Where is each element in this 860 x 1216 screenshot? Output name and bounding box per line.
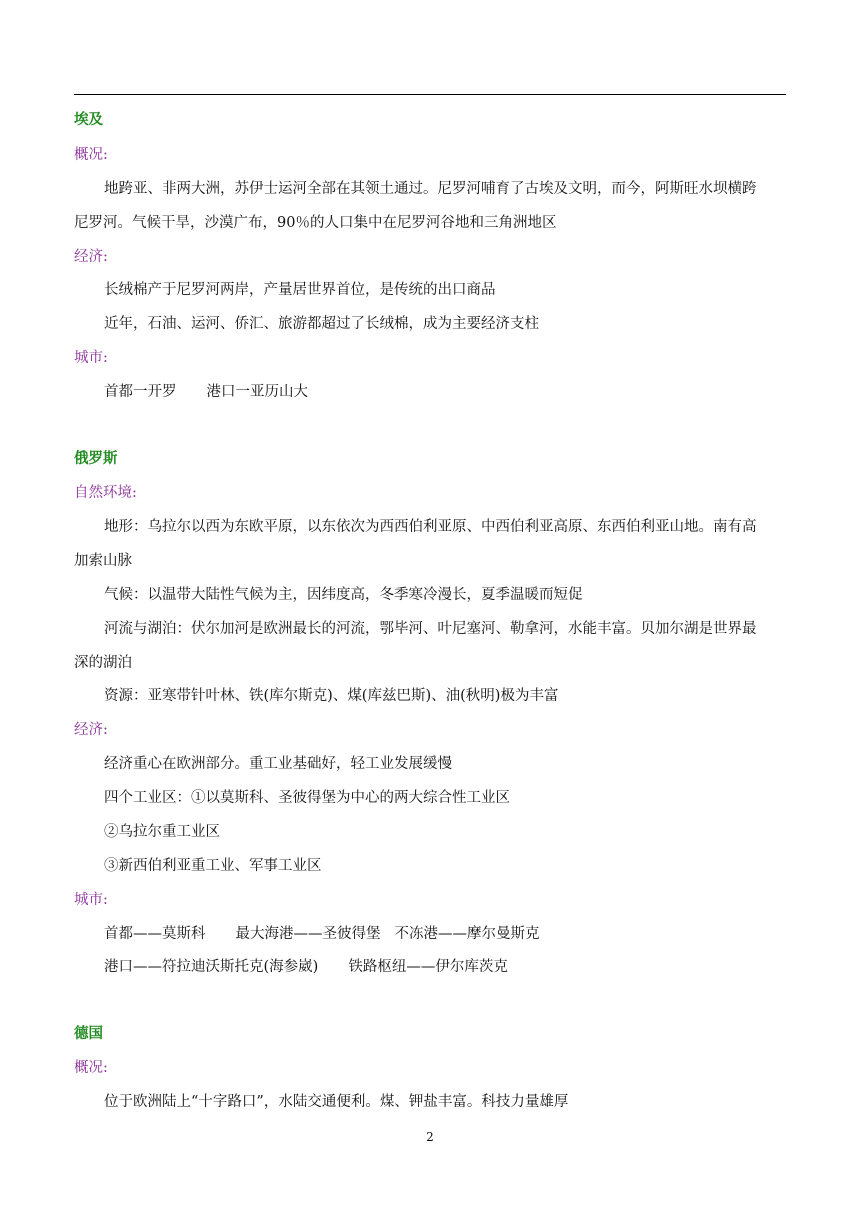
egypt-city-label: 城市: [74, 350, 108, 366]
egypt-overview-label: 概况: [74, 147, 108, 163]
russia-city-line2 [104, 957, 508, 977]
russia-economy-line2: 四个工业区：①以莫斯科、圣彼得堡为中心的两大综合性工业区 [104, 790, 510, 806]
russia-terrain-line2: 加索山脉 [74, 553, 132, 569]
russia-city-port: 港口——符拉迪沃斯托克(海参崴) [104, 959, 319, 975]
russia-climate: 气候：以温带大陆性气候为主，因纬度高，冬季寒冷漫长，夏季温暖而短促 [104, 587, 583, 603]
egypt-economy-label: 经济: [74, 249, 108, 265]
germany-overview-label: 概况: [74, 1060, 108, 1076]
egypt-city-line [104, 382, 308, 402]
egypt-overview-line1: 地跨亚、非两大洲，苏伊士运河全部在其领土通过。尼罗河哺育了古埃及文明，而今，阿斯旺水坝横跨 [104, 181, 757, 197]
egypt-city-capital: 首都一开罗 [104, 384, 177, 400]
russia-economy-line4: ③新西伯利亚重工业、军事工业区 [104, 858, 322, 874]
egypt-city-port: 港口一亚历山大 [206, 384, 308, 400]
russia-city-capital: 首都——莫斯科 [104, 926, 206, 942]
russia-city-icefree: 不冻港——摩尔曼斯克 [394, 926, 540, 942]
russia-rivers-line2: 深的湖泊 [74, 655, 132, 671]
russia-city-line1 [104, 924, 540, 944]
header-rule [74, 94, 786, 95]
russia-rivers-line1: 河流与湖泊：伏尔加河是欧洲最长的河流，鄂毕河、叶尼塞河、勒拿河，水能丰富。贝加尔湖是世界最 [104, 621, 757, 637]
russia-nature-label: 自然环境: [74, 485, 137, 501]
russia-terrain-line1: 地形：乌拉尔以西为东欧平原，以东依次为西西伯利亚原、中西伯利亚高原、东西伯利亚山地。南有高 [104, 519, 757, 535]
russia-economy-label: 经济: [74, 722, 108, 738]
russia-city-label: 城市: [74, 892, 108, 908]
germany-overview-line1: 位于欧洲陆上“十字路口”，水陆交通便利。煤、钾盐丰富。科技力量雄厚 [104, 1094, 569, 1110]
egypt-overview-line2: 尼罗河。气候干旱，沙漠广布，90％的人口集中在尼罗河谷地和三角洲地区 [74, 215, 557, 231]
russia-city-rail: 铁路枢纽——伊尔库茨克 [348, 959, 508, 975]
russia-title: 俄罗斯 [74, 451, 118, 467]
page-number: 2 [426, 1130, 434, 1144]
egypt-title: 埃及 [74, 112, 103, 128]
russia-city-largest-port: 最大海港——圣彼得堡 [235, 926, 381, 942]
egypt-economy-line2: 近年，石油、运河、侨汇、旅游都超过了长绒棉，成为主要经济支柱 [104, 316, 539, 332]
russia-resources: 资源：亚寒带针叶林、铁(库尔斯克)、煤(库兹巴斯)、油(秋明)极为丰富 [104, 688, 559, 704]
germany-title: 德国 [74, 1026, 103, 1042]
egypt-economy-line1: 长绒棉产于尼罗河两岸，产量居世界首位，是传统的出口商品 [104, 282, 496, 298]
russia-economy-line1: 经济重心在欧洲部分。重工业基础好，轻工业发展缓慢 [104, 756, 452, 772]
russia-economy-line3: ②乌拉尔重工业区 [104, 824, 220, 840]
